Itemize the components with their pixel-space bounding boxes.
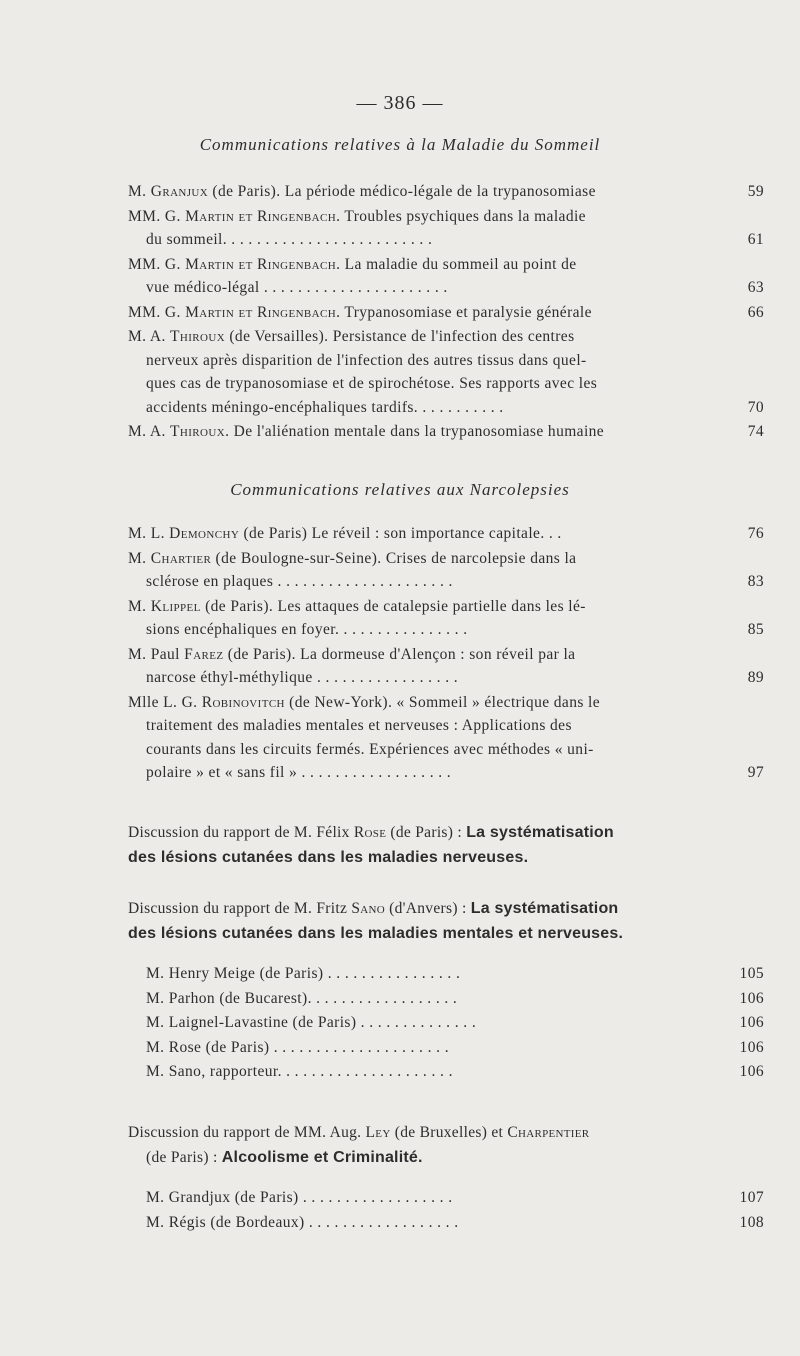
author-prefix: M. L. bbox=[128, 525, 170, 542]
speaker-line bbox=[146, 987, 764, 1012]
entry-line bbox=[128, 180, 764, 204]
author-prefix: M. bbox=[128, 549, 151, 567]
author-name: Farez bbox=[184, 645, 224, 663]
toc-entry bbox=[128, 595, 764, 642]
page-ref: 89 bbox=[747, 669, 764, 686]
entry-title: traitement des maladies mentales et nerveuses : Applications des bbox=[146, 717, 572, 734]
entry-line bbox=[128, 372, 764, 396]
entry-line bbox=[128, 643, 764, 667]
speaker-line bbox=[146, 1186, 764, 1211]
entry-line bbox=[128, 618, 764, 642]
ley-speakers bbox=[146, 1186, 764, 1235]
entry-line bbox=[128, 396, 764, 420]
author-name: Thiroux. bbox=[170, 423, 230, 440]
author-name: Thiroux bbox=[170, 328, 226, 345]
author-name: Chartier bbox=[150, 549, 212, 567]
author-prefix: M. A. bbox=[128, 328, 171, 345]
entry-title: du sommeil. . . . . . . . . . . . . . . . . . . . . . . . . bbox=[146, 231, 433, 248]
entry-title: Trypanosomiase et paralysie générale bbox=[344, 303, 592, 321]
toc-entry bbox=[128, 420, 764, 444]
page-ref: 106 bbox=[739, 989, 764, 1007]
entry-line bbox=[128, 349, 764, 373]
section-heading-sommeil: Communications relatives à la Maladie du Sommeil bbox=[199, 135, 601, 154]
entry-title: ques cas de trypanosomiase et de spirochétose. Ses rapports avec les bbox=[146, 375, 598, 392]
page-number: — 386 — bbox=[356, 92, 444, 114]
author-name: Charpentier bbox=[507, 1124, 590, 1141]
page-ref: 59 bbox=[747, 183, 764, 200]
toc-entry bbox=[128, 547, 764, 594]
author-prefix: Mlle L. G. bbox=[128, 693, 202, 711]
speaker-name: M. Laignel-Lavastine (de Paris) . . . . . . . . . . . . . . bbox=[146, 1014, 477, 1031]
entry-line bbox=[128, 301, 764, 325]
toc-entry bbox=[128, 205, 764, 252]
author-prefix: MM. G. bbox=[128, 303, 186, 321]
author-prefix: M. A. bbox=[128, 423, 171, 440]
author-name: Rose bbox=[353, 824, 387, 841]
entry-line bbox=[128, 738, 764, 762]
author-origin: (de Paris) bbox=[239, 525, 312, 542]
report-title: Alcoolisme et Criminalité. bbox=[221, 1149, 423, 1166]
toc-entry bbox=[128, 691, 764, 785]
author-origin: (de Paris). bbox=[208, 183, 285, 200]
author-prefix: MM. G. bbox=[128, 255, 186, 273]
author-origin: (de Paris). bbox=[200, 597, 278, 615]
entry-title: Troubles psychiques dans la maladie bbox=[344, 207, 586, 225]
entry-line bbox=[128, 691, 764, 715]
author-name: Granjux bbox=[150, 183, 209, 200]
author-name: Ley bbox=[365, 1124, 391, 1141]
author-prefix: M. Paul bbox=[128, 645, 185, 663]
speaker-line bbox=[146, 1211, 764, 1236]
author-name: Martin et Ringenbach. bbox=[185, 207, 341, 225]
page-ref: 70 bbox=[747, 398, 764, 416]
page-ref: 106 bbox=[739, 1014, 764, 1031]
author-name: Klippel bbox=[150, 597, 201, 615]
author-prefix: M. bbox=[128, 597, 151, 615]
page-ref: 83 bbox=[747, 573, 764, 590]
entry-title: polaire » et « sans fil » . . . . . . . . . . . . . . . . . . bbox=[146, 764, 452, 781]
report-title-cont: des lésions cutanées dans les maladies nerveuses. bbox=[128, 849, 529, 866]
toc-entry bbox=[128, 180, 764, 204]
entry-title: La maladie du sommeil au point de bbox=[344, 255, 577, 273]
toc-entry bbox=[128, 643, 764, 690]
entry-line bbox=[128, 325, 764, 349]
author-origin: (de Paris). bbox=[223, 645, 301, 663]
entry-line bbox=[128, 666, 764, 690]
toc-entry bbox=[128, 301, 764, 325]
entry-title: Persistance de l'infection des centres bbox=[332, 328, 575, 345]
entry-line bbox=[128, 228, 764, 252]
discussion-ley: Discussion du rapport de MM. Aug. Ley (de Bruxelles) et Charpentier (de Paris) : Alcoolisme et Criminalité. bbox=[128, 1124, 590, 1166]
page-ref: 106 bbox=[739, 1063, 764, 1080]
page-ref: 63 bbox=[747, 279, 764, 296]
speaker-name: M. Parhon (de Bucarest). . . . . . . . . . . . . . . . . . bbox=[146, 989, 458, 1007]
entry-line bbox=[128, 595, 764, 619]
author-name: Robinovitch bbox=[201, 693, 285, 711]
page-ref: 105 bbox=[739, 965, 764, 982]
entry-title: courants dans les circuits fermés. Expériences avec méthodes « uni- bbox=[146, 740, 594, 758]
entry-title: sions encéphaliques en foyer. . . . . . . . . . . . . . . . bbox=[146, 621, 468, 638]
author-name: Demonchy bbox=[169, 525, 240, 542]
author-name: Martin et Ringenbach. bbox=[185, 303, 341, 321]
entry-line bbox=[128, 276, 764, 300]
toc-entry bbox=[128, 522, 764, 546]
entry-title: De l'aliénation mentale dans la trypanosomiase humaine bbox=[233, 423, 605, 440]
author-origin: (de Boulogne-sur-Seine). bbox=[211, 549, 386, 567]
entry-title: Crises de narcolepsie dans la bbox=[385, 549, 577, 567]
author-prefix: M. bbox=[128, 183, 151, 200]
entry-title: Les attaques de catalepsie partielle dans les lé- bbox=[277, 597, 586, 615]
entry-line bbox=[128, 205, 764, 229]
entry-title: nerveux après disparition de l'infection des autres tissus dans quel- bbox=[146, 351, 587, 369]
entry-line bbox=[128, 253, 764, 277]
entry-line bbox=[128, 714, 764, 738]
speaker-line bbox=[146, 1036, 764, 1061]
page-ref: 76 bbox=[747, 525, 764, 542]
author-name: Sano bbox=[351, 900, 385, 917]
entry-title: vue médico-légal . . . . . . . . . . . . . . . . . . . . . . bbox=[146, 279, 448, 296]
speaker-name: M. Henry Meige (de Paris) . . . . . . . . . . . . . . . . bbox=[146, 965, 461, 982]
sano-speakers bbox=[146, 962, 764, 1085]
author-origin: (de New-York). bbox=[284, 693, 397, 711]
entry-line bbox=[128, 570, 764, 594]
page-ref: 97 bbox=[747, 764, 764, 781]
author-origin: (de Versailles). bbox=[225, 328, 333, 345]
page-ref: 108 bbox=[739, 1213, 764, 1231]
entry-line bbox=[128, 420, 764, 444]
report-title: La systématisation bbox=[470, 900, 619, 917]
page-ref: 61 bbox=[747, 231, 764, 248]
entry-line bbox=[128, 547, 764, 571]
entry-title: accidents méningo-encéphaliques tardifs. . . . . . . . . . . bbox=[146, 398, 504, 416]
page-ref: 74 bbox=[747, 423, 764, 440]
entry-title: sclérose en plaques . . . . . . . . . . . . . . . . . . . . . bbox=[146, 573, 453, 590]
report-title: La systématisation bbox=[466, 824, 614, 841]
author-name: Martin et Ringenbach. bbox=[185, 255, 341, 273]
speaker-line bbox=[146, 1060, 764, 1085]
page-ref: 106 bbox=[739, 1038, 764, 1056]
entry-line bbox=[128, 761, 764, 785]
speaker-name: M. Sano, rapporteur. . . . . . . . . . . . . . . . . . . . . bbox=[146, 1063, 453, 1080]
speaker-line bbox=[146, 962, 764, 987]
entry-title: narcose éthyl-méthylique . . . . . . . . . . . . . . . . . bbox=[146, 669, 459, 686]
section-heading-narcolepsies: Communications relatives aux Narcolepsies bbox=[230, 480, 570, 499]
entry-title: La période médico-légale de la trypanosomiase bbox=[284, 183, 596, 200]
discussion-sano: Discussion du rapport de M. Fritz Sano (d'Anvers) : La systématisation des lésions cutanées dans les maladies mentales et nerveuses. bbox=[128, 900, 624, 942]
entry-line bbox=[128, 522, 764, 546]
toc-entry bbox=[128, 253, 764, 300]
speaker-name: M. Régis (de Bordeaux) . . . . . . . . . . . . . . . . . . bbox=[146, 1213, 459, 1231]
page-ref: 85 bbox=[747, 621, 764, 638]
entry-title: « Sommeil » électrique dans le bbox=[396, 693, 601, 711]
report-title-cont: des lésions cutanées dans les maladies mentales et nerveuses. bbox=[128, 925, 624, 942]
discussion-rose: Discussion du rapport de M. Félix Rose (de Paris) : La systématisation des lésions cutanées dans les maladies nerveuses. bbox=[128, 824, 614, 866]
page-ref: 66 bbox=[747, 303, 764, 321]
speaker-name: M. Rose (de Paris) . . . . . . . . . . . . . . . . . . . . . bbox=[146, 1038, 449, 1056]
entry-title: Le réveil : son importance capitale. . . bbox=[311, 525, 562, 542]
toc-entry bbox=[128, 325, 764, 419]
speaker-name: M. Grandjux (de Paris) . . . . . . . . . . . . . . . . . . bbox=[146, 1189, 453, 1206]
author-prefix: MM. G. bbox=[128, 207, 186, 225]
page-ref: 107 bbox=[739, 1189, 764, 1206]
entry-title: La dormeuse d'Alençon : son réveil par la bbox=[300, 645, 576, 663]
speaker-line bbox=[146, 1011, 764, 1036]
